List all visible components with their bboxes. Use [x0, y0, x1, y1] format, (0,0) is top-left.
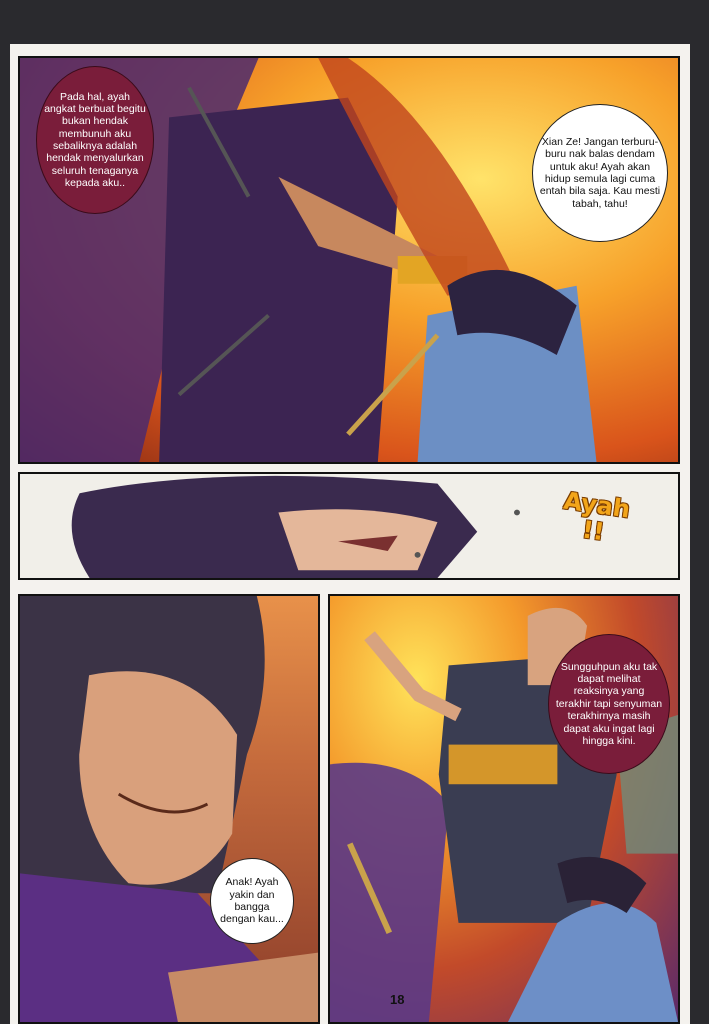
panel-2 [18, 472, 680, 580]
panel-1 [18, 56, 680, 464]
sound-effect-text: Ayah !! [561, 486, 632, 547]
speech-bubble: Anak! Ayah yakin dan bangga dengan kau... [210, 858, 294, 944]
panel-4 [328, 594, 680, 1024]
speech-bubble: Xian Ze! Jangan terburu-buru nak balas dendam untuk aku! Ayah akan hidup semula lagi cuma entah bila saja. Kau mesti tabah, tahu! [532, 104, 668, 242]
panel-3-art [20, 596, 318, 1022]
panel-3 [18, 594, 320, 1024]
narration-bubble: Pada hal, ayah angkat berbuat begitu bukan hendak membunuh aku sebaliknya adalah hendak menyalurkan seluruh tenaganya kepada aku.. [36, 66, 154, 214]
narration-bubble: Sungguhpun aku tak dapat melihat reaksinya yang terakhir tapi senyuman terakhirnya masih dapat aku ingat lagi hingga kini. [548, 634, 670, 774]
comic-page [10, 44, 690, 1024]
page-number: 18 [390, 992, 405, 1007]
